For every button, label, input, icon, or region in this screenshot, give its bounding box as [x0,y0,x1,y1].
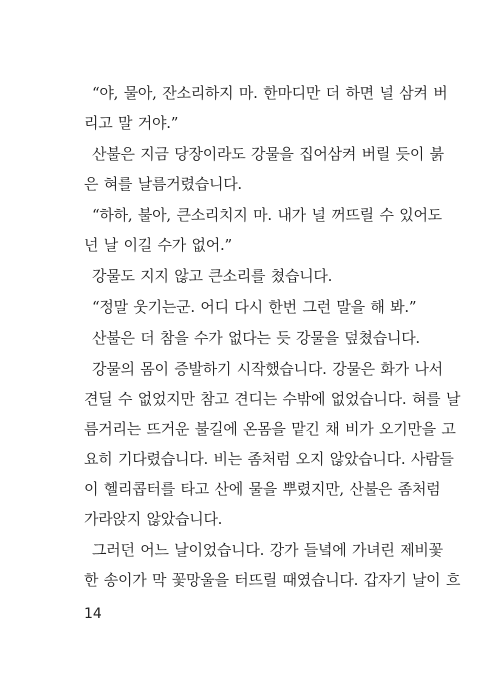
text-line: 은 혀를 날름거렸습니다. [84,175,242,193]
text-line: 름거리는 뜨거운 불길에 온몸을 맡긴 채 비가 오기만을 고 [84,420,456,438]
text-line: 이 헬리콥터를 타고 산에 물을 뿌렸지만, 산불은 좀처럼 [84,480,441,498]
text-line: “정말 웃기는군. 어디 다시 한번 그런 말을 해 봐.” [92,298,417,316]
text-line: 요히 기다렸습니다. 비는 좀처럼 오지 않았습니다. 사람들 [84,450,454,468]
text-line: 그러던 어느 날이었습니다. 강가 들녘에 가녀린 제비꽃 [92,541,443,559]
text-line: 가라앉지 않았습니다. [84,510,223,528]
text-line: “하하, 불아, 큰소리치지 마. 내가 널 꺼뜨릴 수 있어도 [92,206,442,224]
text-line: 산불은 더 참을 수가 없다는 듯 강물을 덮쳤습니다. [92,329,420,347]
text-line: “야, 물아, 잔소리하지 마. 한마디만 더 하면 널 삼켜 버 [92,84,448,102]
body-text [84,78,461,595]
page-number: 14 [84,606,102,622]
text-line: 한 송이가 막 꽃망울을 터뜨릴 때였습니다. 갑자기 날이 흐 [84,571,461,589]
text-line: 리고 말 거야.” [84,114,179,132]
text-line: 견딜 수 없었지만 참고 견디는 수밖에 없었습니다. 혀를 날 [84,390,461,408]
text-line: 산불은 지금 당장이라도 강물을 집어삼켜 버릴 듯이 붉 [92,145,444,163]
text-line: 넌 날 이길 수가 없어.” [84,236,232,254]
text-line: 강물의 몸이 증발하기 시작했습니다. 강물은 화가 나서 [92,360,443,378]
text-line: 강물도 지지 않고 큰소리를 쳤습니다. [92,267,333,285]
